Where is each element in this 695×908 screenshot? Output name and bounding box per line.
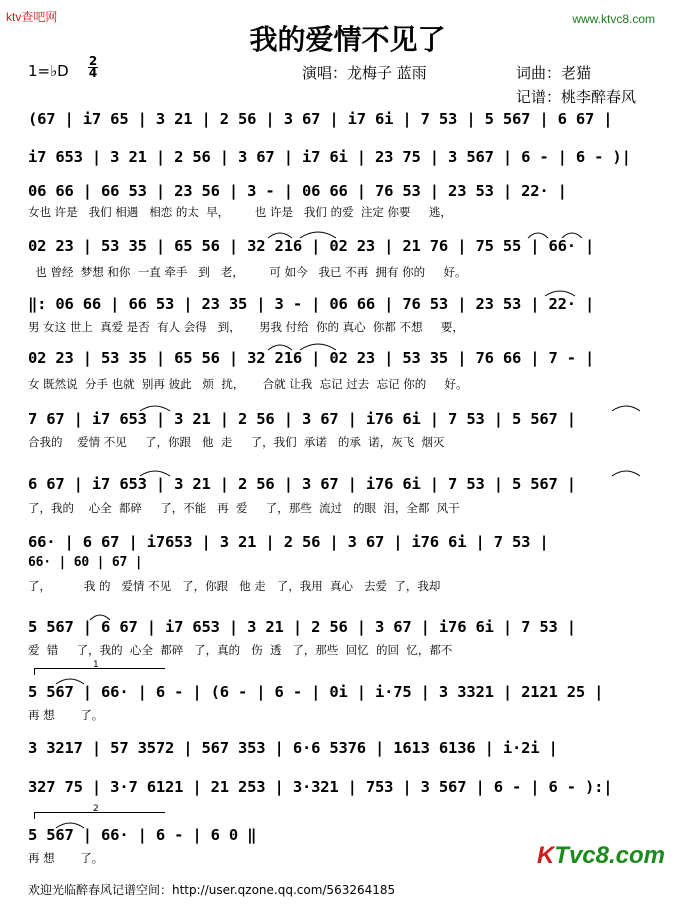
lyric-line-4: 女 既然说 分手 也就 别再 彼此 烦 扰， 合就 让我 忘记 过去 忘记 你的 好。	[28, 377, 468, 391]
key-signature: 1=♭D	[28, 62, 69, 80]
score-line-12: 3 3217 | 57 3572 | 567 353 | 6·6 5376 | 1613 6136 | i·2i |	[28, 739, 558, 757]
time-signature-bottom: 4	[88, 66, 98, 80]
score-line-7: 7 67 | i7 653 | 3 21 | 2 56 | 3 67 | i76 6i | 7 53 | 5 567 |	[28, 410, 576, 428]
footer-credit[interactable]: 欢迎光临醉春风记谱空间：http://user.qzone.qq.com/563264185	[28, 883, 396, 897]
score-line-9-alt: 66· | 60 | 67 |	[28, 555, 143, 570]
score-line-13: 327 75 | 3·7 6121 | 21 253 | 3·321 | 753 | 3 567 | 6 - | 6 - ):|	[28, 778, 613, 796]
logo-k: K	[536, 842, 555, 869]
lyric-line-1: 女也 许是 我们 相遇 相恋 的太 早， 也 许是 我们 的爱 注定 你要 逃，	[28, 205, 452, 219]
score-line-14: 5 567 | 66· | 6 - | 6 0 ‖	[28, 826, 257, 844]
lyric-line-3: 男 女这 世上 真爱 是否 有人 会得 到， 男我 付给 你的 真心 你都 不想 要，	[28, 320, 464, 334]
volta-bracket-1	[34, 660, 165, 675]
score-line-1: (67 | i7 65 | 3 21 | 2 56 | 3 67 | i7 6i | 7 53 | 5 567 | 6 67 |	[28, 110, 613, 128]
volta-bracket-2	[34, 804, 165, 819]
score-line-10: 5 567 | 6 67 | i7 653 | 3 21 | 2 56 | 3 67 | i76 6i | 7 53 |	[28, 618, 576, 636]
site-watermark-left: ktv查吧网	[6, 10, 58, 24]
lyric-line-2: 也 曾经 梦想 和你 一直 牵手 到 老， 可 如今 我已 不再 拥有 你的 好。	[28, 265, 467, 279]
score-line-6: 02 23 | 53 35 | 65 56 | 32 216 | 02 23 | 53 35 | 76 66 | 7 - |	[28, 349, 595, 367]
lyric-line-6: 了，我的 心全 都碎 了，不能 再 爱 了，那些 流过 的眼 泪，全都 风干	[28, 501, 460, 515]
score-line-3: 06 66 | 66 53 | 23 56 | 3 - | 06 66 | 76 53 | 23 53 | 22· |	[28, 182, 567, 200]
logo-rest: Tvc8.com	[554, 842, 665, 869]
lyric-line-5: 合我的 爱情 不见 了，你跟 他 走 了，我们 承诺 的承 诺，灰飞 烟灭	[28, 435, 445, 449]
song-title: 我的爱情不见了	[249, 23, 446, 56]
score-line-8: 6 67 | i7 653 | 3 21 | 2 56 | 3 67 | i76 6i | 7 53 | 5 567 |	[28, 475, 576, 493]
transcriber-credit: 记谱：桃李醉春风	[516, 88, 637, 106]
volta-number-2: 2	[93, 804, 99, 814]
composer-credit: 词曲：老猫	[516, 64, 592, 82]
score-line-4: 02 23 | 53 35 | 65 56 | 32 216 | 02 23 | 21 76 | 75 55 | 66· |	[28, 237, 595, 255]
score-line-9: 66· | 6 67 | i7653 | 3 21 | 2 56 | 3 67 | i76 6i | 7 53 |	[28, 533, 549, 551]
score-line-11: 5 567 | 66· | 6 - | (6 - | 6 - | 0i | i·75 | 3 3321 | 2121 25 |	[28, 683, 604, 701]
score-line-5: ‖: 06 66 | 66 53 | 23 35 | 3 - | 06 66 | 76 53 | 23 53 | 22· |	[28, 295, 595, 313]
time-signature	[88, 56, 98, 79]
lyric-line-10: 再 想 了。	[28, 851, 104, 865]
volta-number-1: 1	[93, 660, 99, 670]
lyric-line-8: 爱 错 了，我的 心全 都碎 了，真的 伤 透 了，那些 回忆 的回 忆，都不	[28, 643, 453, 657]
site-watermark-right[interactable]: www.ktvc8.com	[572, 12, 655, 26]
time-signature-top: 2	[88, 54, 98, 68]
score-line-2: i7 653 | 3 21 | 2 56 | 3 67 | i7 6i | 23 75 | 3 567 | 6 - | 6 - )|	[28, 148, 631, 166]
singer-credit: 演唱：龙梅子 蓝雨	[302, 64, 427, 82]
site-logo	[537, 842, 665, 870]
lyric-line-9: 再 想 了。	[28, 708, 104, 722]
lyric-line-7: 了， 我 的 爱情 不见 了，你跟 他 走 了，我用 真心 去爱 了，我却	[28, 579, 441, 593]
